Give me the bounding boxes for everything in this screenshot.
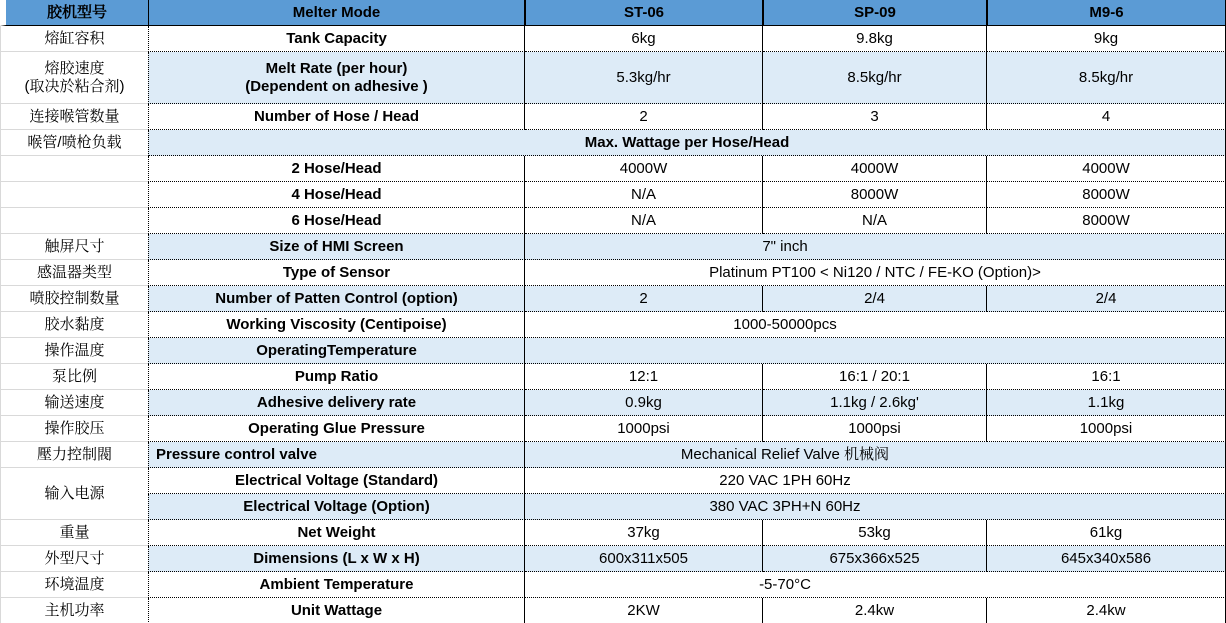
row-cn-label: 操作温度 bbox=[0, 338, 148, 364]
spec-label: Electrical Voltage (Option) bbox=[148, 494, 525, 520]
merged-spec-value: 1000-50000pcs bbox=[525, 312, 1226, 338]
spec-value: 53kg bbox=[763, 520, 987, 546]
max-wattage-banner: Max. Wattage per Hose/Head bbox=[148, 130, 1226, 156]
spec-value: 8.5kg/hr bbox=[987, 52, 1226, 104]
header-model-sp09: SP-09 bbox=[763, 0, 987, 26]
header-cn-label: 胶机型号 bbox=[0, 0, 148, 26]
spec-label: 4 Hose/Head bbox=[148, 182, 525, 208]
spec-value: 37kg bbox=[525, 520, 763, 546]
spec-value: 2/4 bbox=[763, 286, 987, 312]
spec-label: Number of Hose / Head bbox=[148, 104, 525, 130]
merged-spec-value: -5-70°C bbox=[525, 572, 1226, 598]
row-cn-label: 操作胶压 bbox=[0, 416, 148, 442]
spec-value: 2 bbox=[525, 286, 763, 312]
merged-spec-value: 220 VAC 1PH 60Hz bbox=[525, 468, 1226, 494]
row-cn-label: 重量 bbox=[0, 520, 148, 546]
spec-value: 9.8kg bbox=[763, 26, 987, 52]
spec-value: 2KW bbox=[525, 598, 763, 623]
merged-spec-value bbox=[525, 338, 1226, 364]
row-cn-label: 触屏尺寸 bbox=[0, 234, 148, 260]
spec-value: 645x340x586 bbox=[987, 546, 1226, 572]
spec-value: 4000W bbox=[763, 156, 987, 182]
row-cn-label: 输入电源 bbox=[0, 468, 148, 520]
spec-value: 4 bbox=[987, 104, 1226, 130]
spec-value: 0.9kg bbox=[525, 390, 763, 416]
spec-label: Operating Glue Pressure bbox=[148, 416, 525, 442]
row-cn-label: 喷胶控制数量 bbox=[0, 286, 148, 312]
spec-value: 1.1kg / 2.6kg' bbox=[763, 390, 987, 416]
spec-label: 2 Hose/Head bbox=[148, 156, 525, 182]
spec-label: OperatingTemperature bbox=[148, 338, 525, 364]
spec-label: Number of Patten Control (option) bbox=[148, 286, 525, 312]
row-cn-label: 主机功率 bbox=[0, 598, 148, 623]
spec-label: Electrical Voltage (Standard) bbox=[148, 468, 525, 494]
spec-value: 4000W bbox=[525, 156, 763, 182]
spec-label: Working Viscosity (Centipoise) bbox=[148, 312, 525, 338]
spec-value: 2 bbox=[525, 104, 763, 130]
spec-label: Unit Wattage bbox=[148, 598, 525, 623]
spec-value: 8.5kg/hr bbox=[763, 52, 987, 104]
spec-label: Pump Ratio bbox=[148, 364, 525, 390]
spec-value: 2.4kw bbox=[763, 598, 987, 623]
spec-value: N/A bbox=[525, 182, 763, 208]
row-cn-label: 外型尺寸 bbox=[0, 546, 148, 572]
row-cn-label: 环境温度 bbox=[0, 572, 148, 598]
spec-value: 2/4 bbox=[987, 286, 1226, 312]
spec-value: 1000psi bbox=[525, 416, 763, 442]
spec-value: 8000W bbox=[987, 208, 1226, 234]
row-cn-label bbox=[0, 52, 148, 104]
merged-spec-value: 380 VAC 3PH+N 60Hz bbox=[525, 494, 1226, 520]
cn-line2: (取决於粘合剂) bbox=[24, 77, 125, 95]
spec-value: 675x366x525 bbox=[763, 546, 987, 572]
spec-value: 1000psi bbox=[763, 416, 987, 442]
spec-label: Dimensions (L x W x H) bbox=[148, 546, 525, 572]
merged-spec-value: 7" inch bbox=[525, 234, 1226, 260]
spec-value: 8000W bbox=[763, 182, 987, 208]
row-cn-label: 胶水黏度 bbox=[0, 312, 148, 338]
row-cn-label: 输送速度 bbox=[0, 390, 148, 416]
spec-value: 16:1 / 20:1 bbox=[763, 364, 987, 390]
header-model-m96: M9-6 bbox=[987, 0, 1226, 26]
spec-value: 12:1 bbox=[525, 364, 763, 390]
spec-label: Type of Sensor bbox=[148, 260, 525, 286]
spec-value: 8000W bbox=[987, 182, 1226, 208]
spec-value: 4000W bbox=[987, 156, 1226, 182]
spec-value: N/A bbox=[525, 208, 763, 234]
spec-label: Pressure control valve bbox=[148, 442, 525, 468]
spec-label: Ambient Temperature bbox=[148, 572, 525, 598]
header-model-st06: ST-06 bbox=[525, 0, 763, 26]
spec-label: Net Weight bbox=[148, 520, 525, 546]
header-melter-mode: Melter Mode bbox=[148, 0, 525, 26]
spec-value: 61kg bbox=[987, 520, 1226, 546]
spec-value: 5.3kg/hr bbox=[525, 52, 763, 104]
cn-line1: 熔胶速度 bbox=[44, 60, 105, 78]
row-cn-label: 喉管/喷枪负载 bbox=[0, 130, 148, 156]
spec-label: 6 Hose/Head bbox=[148, 208, 525, 234]
row-cn-label: 壓力控制閥 bbox=[0, 442, 148, 468]
spec-label: Tank Capacity bbox=[148, 26, 525, 52]
spec-value: 1.1kg bbox=[987, 390, 1226, 416]
spec-value: 600x311x505 bbox=[525, 546, 763, 572]
label-line1: Melt Rate (per hour) bbox=[265, 60, 408, 78]
merged-spec-value: Mechanical Relief Valve 机械阀 bbox=[525, 442, 1226, 468]
row-cn-blank bbox=[0, 156, 148, 182]
spec-label bbox=[148, 52, 525, 104]
row-cn-label: 泵比例 bbox=[0, 364, 148, 390]
row-cn-label: 感温器类型 bbox=[0, 260, 148, 286]
spec-value: 16:1 bbox=[987, 364, 1226, 390]
spec-label: Size of HMI Screen bbox=[148, 234, 525, 260]
merged-spec-value: Platinum PT100 < Ni120 / NTC / FE-KO (Option)> bbox=[525, 260, 1226, 286]
row-cn-label: 熔缸容积 bbox=[0, 26, 148, 52]
row-cn-blank bbox=[0, 182, 148, 208]
spec-value: 2.4kw bbox=[987, 598, 1226, 623]
spec-value: 3 bbox=[763, 104, 987, 130]
label-line2: (Dependent on adhesive ) bbox=[245, 77, 428, 95]
spec-value: 9kg bbox=[987, 26, 1226, 52]
spec-value: 6kg bbox=[525, 26, 763, 52]
row-cn-label: 连接喉管数量 bbox=[0, 104, 148, 130]
spec-value: N/A bbox=[763, 208, 987, 234]
spec-value: 1000psi bbox=[987, 416, 1226, 442]
row-cn-blank bbox=[0, 208, 148, 234]
spec-label: Adhesive delivery rate bbox=[148, 390, 525, 416]
